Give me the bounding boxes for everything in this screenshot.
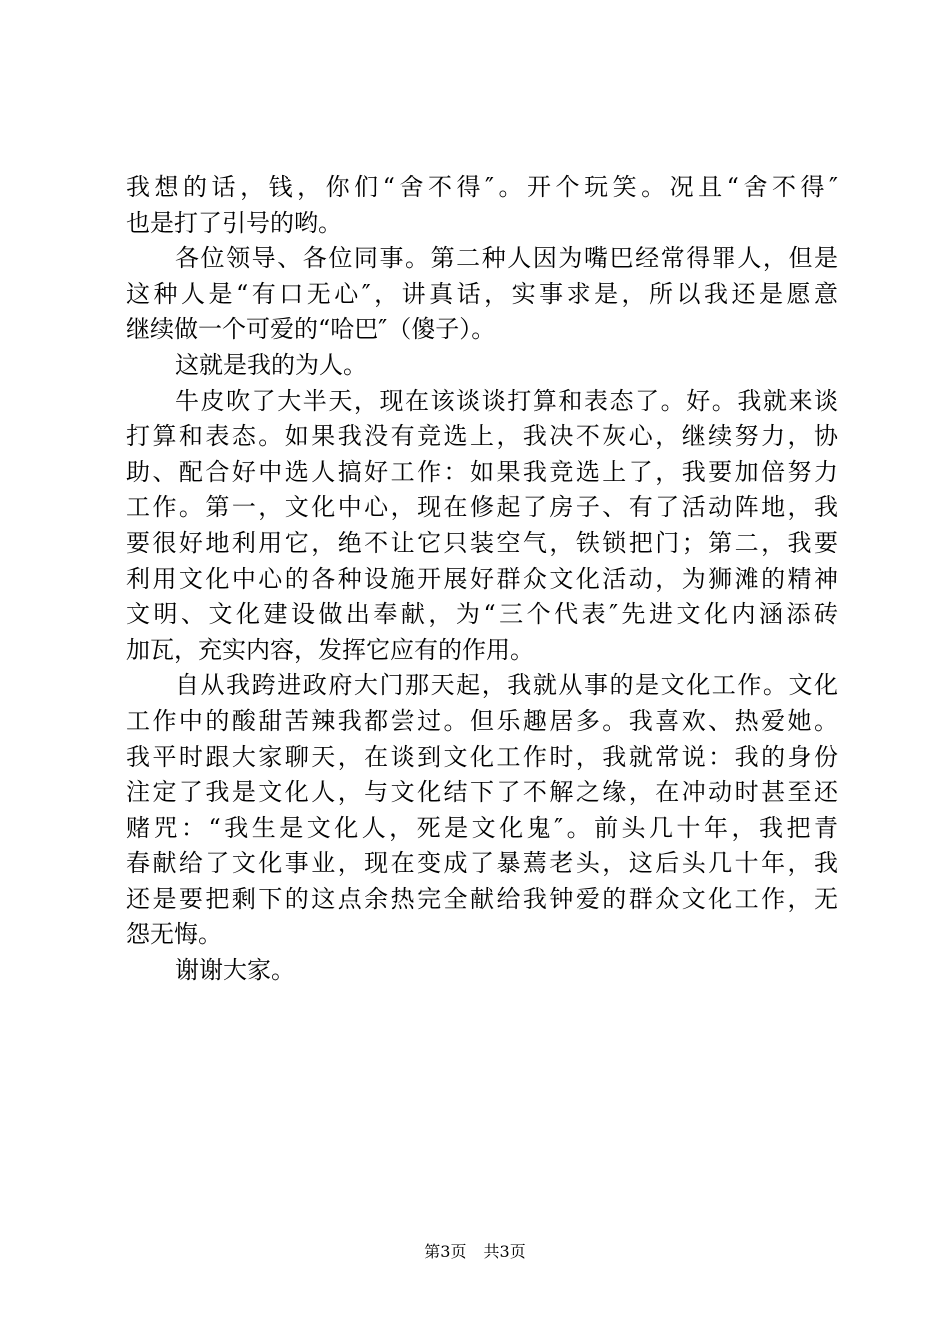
page-number: 第3页 — [424, 1242, 467, 1261]
text-line: 要很好地利用它，绝不让它只装空气，铁锁把门；第二，我要 — [126, 528, 838, 557]
text-line: 打算和表态。如果我没有竞选上，我决不灰心，继续努力，协 — [126, 422, 838, 451]
text-line: 我想的话，钱，你们“舍不得″。开个玩笑。况且“舍不得″ — [126, 173, 838, 201]
text-line: 谢谢大家。 — [175, 956, 295, 985]
text-line: 这种人是“有口无心″，讲真话，实事求是，所以我还是愿意 — [126, 279, 838, 308]
text-line: 赌咒：“我生是文化人，死是文化鬼″。前头几十年，我把青 — [126, 813, 838, 842]
text-line: 利用文化中心的各种设施开展好群众文化活动，为狮滩的精神 — [126, 564, 838, 593]
text-line: 牛皮吹了大半天，现在该谈谈打算和表态了。好。我就来谈 — [175, 386, 838, 415]
text-line: 工作。第一，文化中心，现在修起了房子、有了活动阵地，我 — [126, 493, 838, 522]
text-line: 这就是我的为人。 — [175, 350, 367, 379]
page-footer — [0, 1242, 950, 1262]
text-line: 也是打了引号的哟。 — [126, 208, 342, 237]
text-line: 文明、文化建设做出奉献，为“三个代表″先进文化内涵添砖 — [126, 600, 838, 629]
text-line: 各位领导、各位同事。第二种人因为嘴巴经常得罪人，但是 — [175, 244, 838, 273]
text-line: 还是要把剩下的这点余热完全献给我钟爱的群众文化工作，无 — [126, 884, 838, 913]
text-line: 我平时跟大家聊天，在谈到文化工作时，我就常说：我的身份 — [126, 742, 838, 771]
text-line: 加瓦，充实内容，发挥它应有的作用。 — [126, 635, 534, 664]
text-line: 继续做一个可爱的“哈巴″（傻子）。 — [126, 315, 496, 344]
text-line: 助、配合好中选人搞好工作：如果我竞选上了，我要加倍努力 — [126, 457, 838, 486]
text-line: 怨无悔。 — [126, 920, 222, 949]
text-line: 注定了我是文化人，与文化结下了不解之缘，在冲动时甚至还 — [126, 778, 838, 807]
document-body — [126, 170, 838, 989]
text-line: 自从我跨进政府大门那天起，我就从事的是文化工作。文化 — [175, 671, 838, 700]
text-line: 春献给了文化事业，现在变成了暴蔫老头，这后头几十年，我 — [126, 849, 838, 878]
text-line: 工作中的酸甜苦辣我都尝过。但乐趣居多。我喜欢、热爱她。 — [126, 706, 838, 735]
page-total: 共3页 — [483, 1242, 526, 1261]
